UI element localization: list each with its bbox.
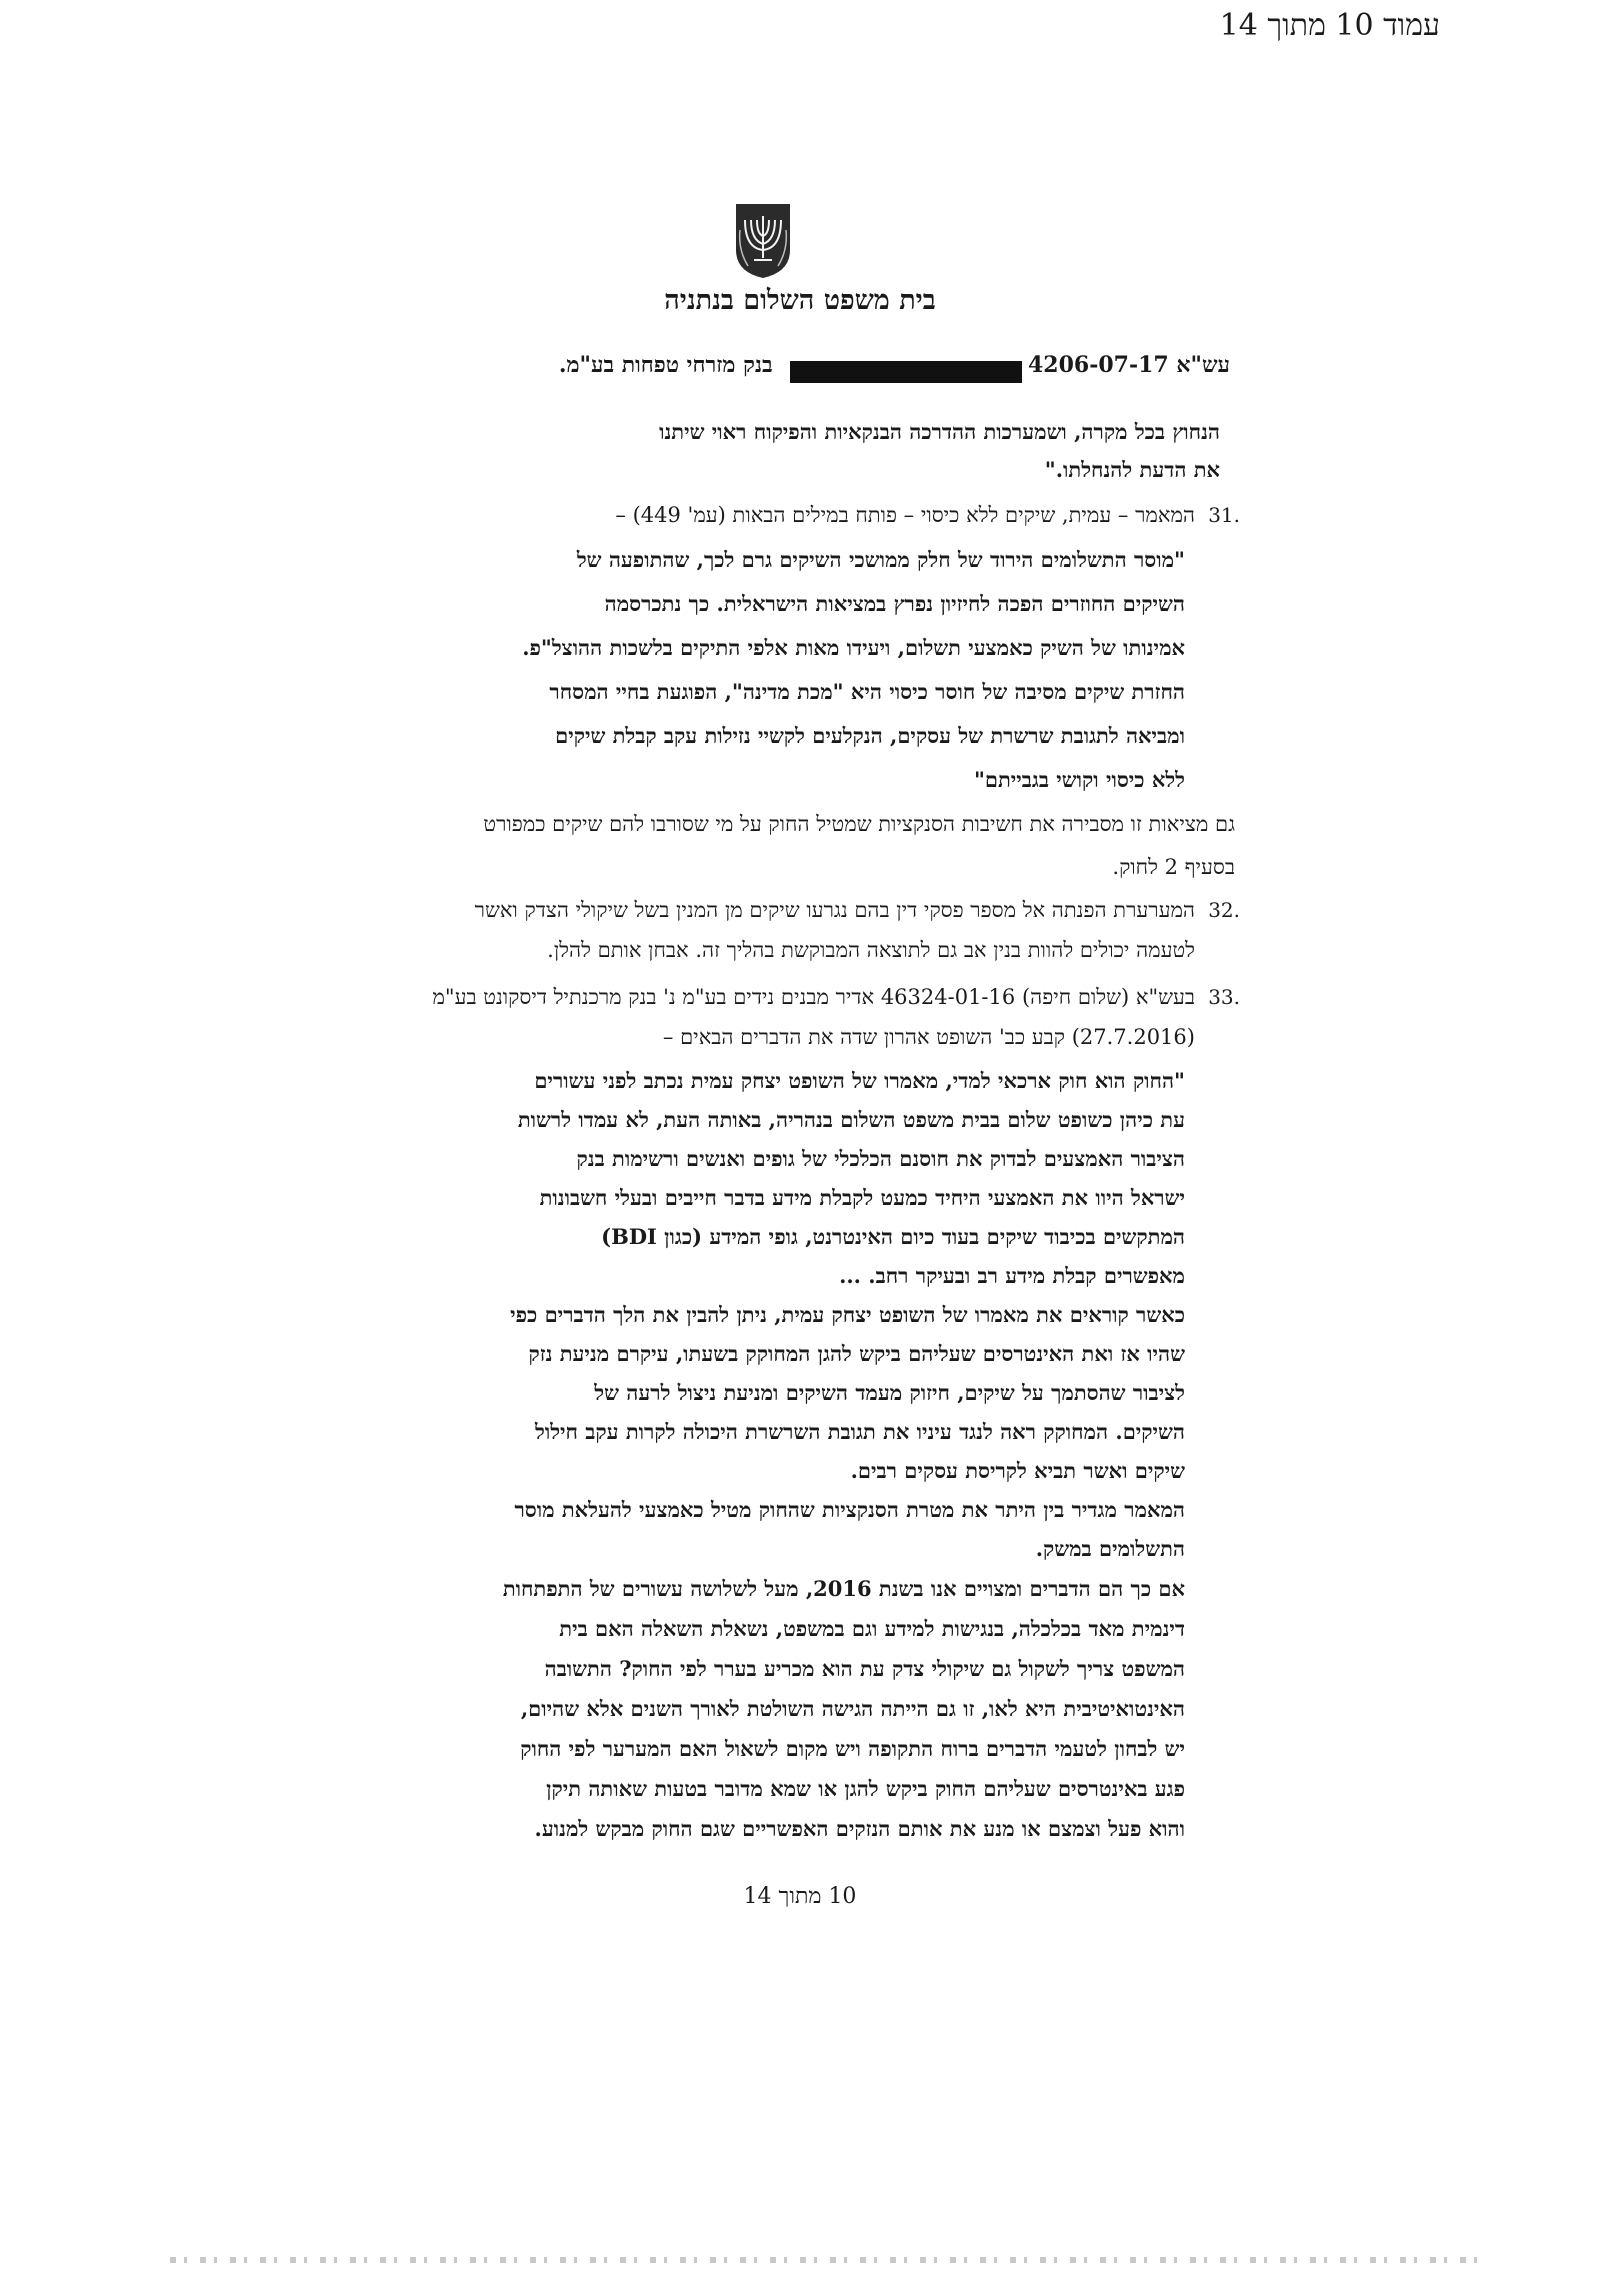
quote-line: כאשר קוראים את מאמרו של השופט יצחק עמית, ניתן להבין את הלך הדברים כפי: [510, 1302, 1185, 1327]
quote-line: ישראל היוו את האמצעי היחיד כמעט לקבלת מידע בדבר חייבים ובעלי חשבונות: [539, 1185, 1185, 1210]
quote-line: השיקים החוזרים הפכה לחיזיון נפרץ במציאות הישראלית. כך נתכרסמה: [604, 591, 1185, 616]
quote-line: שיקים ואשר תביא לקריסת עסקים רבים.: [850, 1458, 1185, 1483]
quote-line: המשפט צריך לשקול גם שיקולי צדק עת הוא מכריע בערר לפי החוק? התשובה: [544, 1656, 1185, 1681]
paragraph-33-line: בעש"א (שלום חיפה) 46324-01-16 אדיר מבנים נידים בע"מ נ' בנק מרכנתיל דיסקונט בע"מ: [432, 985, 1195, 1009]
quote-line: החזרת שיקים מסיבה של חוסר כיסוי היא "מכת מדינה", הפוגעת בחיי המסחר: [549, 679, 1185, 704]
redaction-bar: [790, 361, 1022, 383]
paragraph-number: 33.: [1208, 985, 1240, 1009]
quote-line: עת כיהן כשופט שלום בבית משפט השלום בנהריה, באותה העת, לא עמדו לרשות: [517, 1107, 1185, 1132]
intro-line: הנחוץ בכל מקרה, ושמערכות ההדרכה הבנקאיות והפיקוח ראוי שיתנו: [659, 419, 1220, 444]
paragraph-31-after: גם מציאות זו מסבירה את חשיבות הסנקציות שמטיל החוק על מי שסורבו להם שיקים כמפורט: [483, 812, 1235, 836]
quote-line: יש לבחון לטעמי הדברים ברוח התקופה ויש מקום לשאול האם המערער לפי החוק: [520, 1736, 1185, 1761]
intro-line: את הדעת להנחלתו.": [1044, 457, 1220, 482]
quote-line: אם כך הם הדברים ומצויים אנו בשנת 2016, מעל לשלושה עשורים של התפתחות: [502, 1576, 1185, 1601]
paragraph-31-lead: המאמר – עמית, שיקים ללא כיסוי – פותח במילים הבאות (עמ' 449) –: [615, 503, 1195, 527]
paragraph-33-line: (27.7.2016) קבע כב' השופט אהרון שדה את הדברים הבאים –: [662, 1025, 1195, 1049]
quote-line: ללא כיסוי וקושי בגבייתם": [973, 767, 1185, 792]
quote-line: השיקים. המחוקק ראה לנגד עיניו את תגובת השרשרת היכולה לקרות עקב חילול: [535, 1419, 1185, 1444]
quote-line: המאמר מגדיר בין היתר את מטרת הסנקציות שהחוק מטיל כאמצעי להעלאת מוסר: [514, 1497, 1185, 1522]
paragraph-number: 32.: [1208, 898, 1240, 922]
quote-line: המתקשים בכיבוד שיקים בעוד כיום האינטרנט, גופי המידע (כגון BDI): [601, 1224, 1185, 1249]
paragraph-32-line: לטעמה יכולים להוות בנין אב גם לתוצאה המבוקשת בהליך זה. אבחן אותם להלן.: [547, 938, 1195, 962]
page-header: עמוד 10 מתוך 14: [1219, 8, 1440, 43]
quote-line: אמינותו של השיק כאמצעי תשלום, ויעידו מאות אלפי התיקים בלשכות ההוצל"פ.: [522, 635, 1185, 660]
quote-line: התשלומים במשק.: [1035, 1536, 1185, 1561]
quote-line: האינטואיטיבית היא לאו, זו גם הייתה הגישה השולטת לאורך השנים אלא שהיום,: [520, 1696, 1185, 1721]
quote-line: הציבור האמצעים לבדוק את חוסנם הכלכלי של גופים ואנשים ורשימות בנק: [576, 1146, 1185, 1171]
quote-line: פגע באינטרסים שעליהם החוק ביקש להגן או שמא מדובר בטעות שאותה תיקן: [546, 1776, 1185, 1801]
quote-line: דינמית מאד בכלכלה, בנגישות למידע וגם במשפט, נשאלת השאלה האם בית: [559, 1616, 1185, 1641]
quote-line: ומביאה לתגובת שרשרת של עסקים, הנקלעים לקשיי נזילות עקב קבלת שיקים: [555, 723, 1185, 748]
quote-line: והוא פעל וצמצם או מנע את אותם הנזקים האפשריים שגם החוק מבקש למנוע.: [534, 1816, 1185, 1841]
quote-line: שהיו אז ואת האינטרסים שעליהם ביקש להגן המחוקק בשעתו, עיקרם מניעת נזק: [528, 1341, 1185, 1366]
page-footer: 10 מתוך 14: [743, 1884, 857, 1909]
quote-line: מאפשרים קבלת מידע רב ובעיקר רחב. ...: [839, 1263, 1185, 1288]
quote-line: "החוק הוא חוק ארכאי למדי, מאמרו של השופט יצחק עמית נכתב לפני עשורים: [534, 1068, 1185, 1093]
paragraph-32-line: המערערת הפנתה אל מספר פסקי דין בהם נגרעו שיקים מן המנין בשל שיקולי הצדק ואשר: [474, 898, 1195, 922]
scan-artifact-line: [170, 2257, 1490, 2263]
case-parties: בנק מזרחי טפחות בע"מ.: [558, 352, 773, 378]
paragraph-31-after: בסעיף 2 לחוק.: [1112, 855, 1235, 879]
case-number: עש"א 4206-07-17: [1027, 352, 1230, 378]
quote-line: "מוסר התשלומים הירוד של חלק ממושכי השיקים גרם לכך, שהתופעה של: [576, 547, 1185, 572]
court-name: בית משפט השלום בנתניה: [664, 285, 936, 316]
paragraph-number: 31.: [1208, 503, 1240, 527]
quote-line: לציבור שהסתמך על שיקים, חיזוק מעמד השיקים ומניעת ניצול לרעה של: [594, 1380, 1185, 1405]
menorah-emblem-icon: [732, 200, 794, 280]
